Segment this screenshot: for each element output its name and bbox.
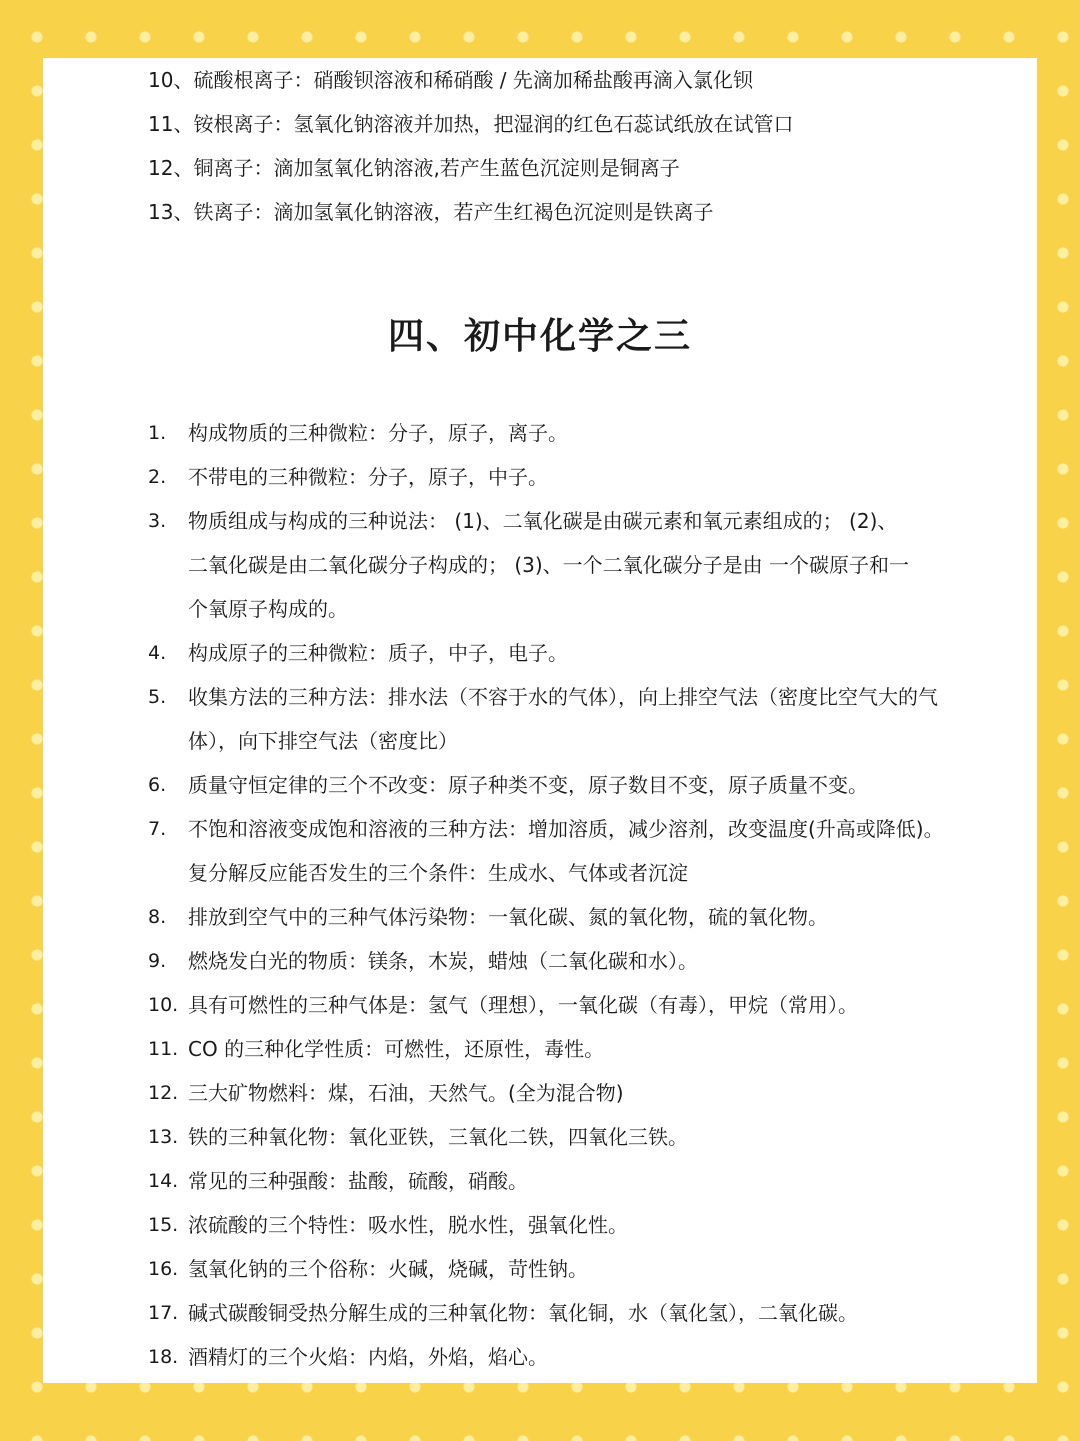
ion-test-item: 11、铵根离子：氢氧化钠溶液并加热，把湿润的红色石蕊试纸放在试管口 xyxy=(148,112,794,136)
list-item-number: 12. xyxy=(148,1082,179,1104)
list-item-text: 燃烧发白光的物质：镁条，木炭，蜡烛（二氧化碳和水）。 xyxy=(188,949,698,973)
list-item-text: 构成物质的三种微粒：分子，原子，离子。 xyxy=(188,421,568,445)
list-item-text: CO 的三种化学性质：可燃性，还原性，毒性。 xyxy=(188,1037,605,1061)
list-item-number: 11. xyxy=(148,1038,179,1060)
list-item-number: 8. xyxy=(148,906,167,928)
list-item-number: 3. xyxy=(148,510,167,532)
list-item-text: 排放到空气中的三种气体污染物：一氧化碳、氮的氧化物，硫的氧化物。 xyxy=(188,905,828,929)
ion-test-item: 12、铜离子：滴加氢氧化钠溶液,若产生蓝色沉淀则是铜离子 xyxy=(148,156,680,180)
list-item-number: 18. xyxy=(148,1346,179,1368)
list-item-text: 氢氧化钠的三个俗称：火碱，烧碱，苛性钠。 xyxy=(188,1257,588,1281)
list-item-text: 构成原子的三种微粒：质子，中子，电子。 xyxy=(188,641,568,665)
list-item-text: 体），向下排空气法（密度比） xyxy=(188,729,458,753)
list-item-number: 2. xyxy=(148,466,167,488)
list-item-text: 铁的三种氧化物：氧化亚铁，三氧化二铁，四氧化三铁。 xyxy=(188,1125,688,1149)
list-item-text: 常见的三种强酸：盐酸，硫酸，硝酸。 xyxy=(188,1169,528,1193)
list-item-text: 浓硫酸的三个特性：吸水性，脱水性，强氧化性。 xyxy=(188,1213,628,1237)
list-item-text: 复分解反应能否发生的三个条件：生成水、气体或者沉淀 xyxy=(188,861,688,885)
list-item-number: 6. xyxy=(148,774,167,796)
list-item-number: 10. xyxy=(148,994,179,1016)
list-item-text: 不饱和溶液变成饱和溶液的三种方法：增加溶质，减少溶剂，改变温度(升高或降低)。 xyxy=(188,817,944,841)
list-item-number: 9. xyxy=(148,950,167,972)
list-item-text: 个氧原子构成的。 xyxy=(188,597,348,621)
list-item-number: 17. xyxy=(148,1302,179,1324)
ion-test-item: 10、硫酸根离子：硝酸钡溶液和稀硝酸 / 先滴加稀盐酸再滴入氯化钡 xyxy=(148,68,753,92)
list-item-number: 14. xyxy=(148,1170,179,1192)
list-item-text: 质量守恒定律的三个不改变：原子种类不变，原子数目不变，原子质量不变。 xyxy=(188,773,868,797)
section-title: 四、初中化学之三 xyxy=(387,316,692,357)
list-item-text: 不带电的三种微粒：分子，原子，中子。 xyxy=(188,465,548,489)
list-item-number: 13. xyxy=(148,1126,179,1148)
list-item-text: 酒精灯的三个火焰：内焰，外焰，焰心。 xyxy=(188,1345,548,1369)
list-item-number: 4. xyxy=(148,642,167,664)
list-item-text: 二氧化碳是由二氧化碳分子构成的； (3)、一个二氧化碳分子是由 一个碳原子和一 xyxy=(188,553,910,577)
list-item-number: 1. xyxy=(148,422,167,444)
list-item-text: 物质组成与构成的三种说法： (1)、二氧化碳是由碳元素和氧元素组成的； (2)、 xyxy=(188,509,898,533)
ion-test-item: 13、铁离子：滴加氢氧化钠溶液，若产生红褐色沉淀则是铁离子 xyxy=(148,200,714,224)
list-item-text: 碱式碳酸铜受热分解生成的三种氧化物：氧化铜，水（氧化氢），二氧化碳。 xyxy=(188,1301,858,1325)
list-item-number: 15. xyxy=(148,1214,179,1236)
list-item-text: 三大矿物燃料：煤，石油，天然气。(全为混合物) xyxy=(188,1081,624,1105)
list-item-number: 16. xyxy=(148,1258,179,1280)
list-item-number: 7. xyxy=(148,818,167,840)
list-item-text: 收集方法的三种方法：排水法（不容于水的气体），向上排空气法（密度比空气大的气 xyxy=(188,685,938,709)
list-item-number: 5. xyxy=(148,686,167,708)
list-item-text: 具有可燃性的三种气体是：氢气（理想），一氧化碳（有毒），甲烷（常用）。 xyxy=(188,993,858,1017)
